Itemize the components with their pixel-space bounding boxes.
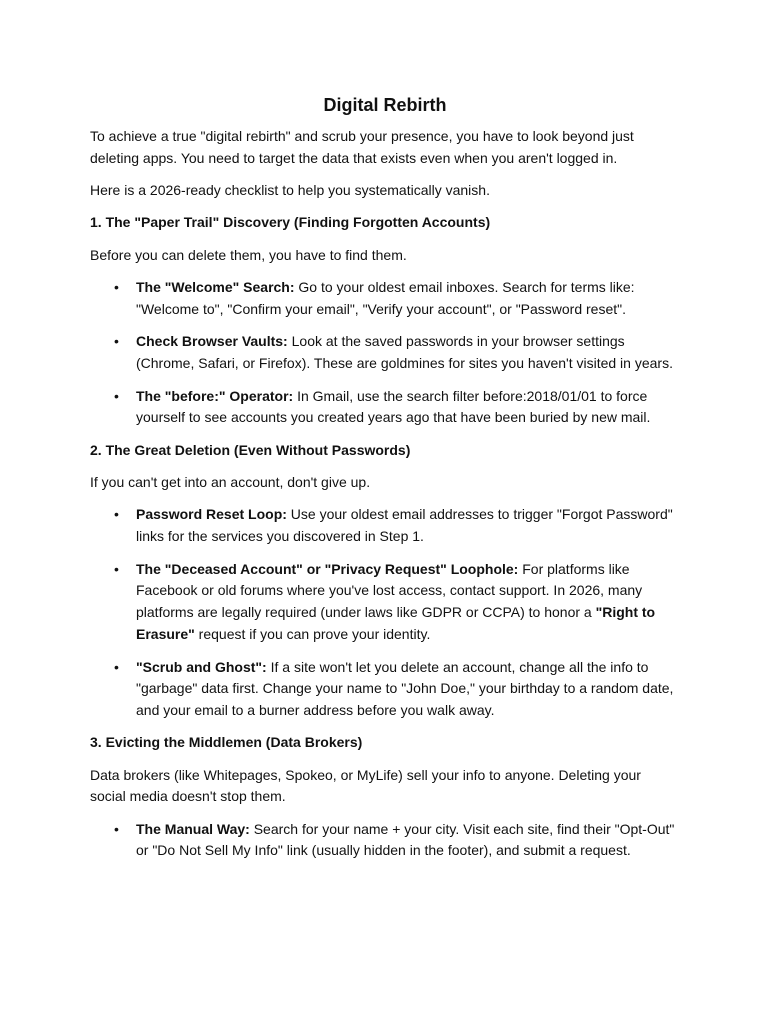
bullet-icon: •: [114, 278, 119, 295]
list-item: [114, 819, 680, 862]
bullet-icon: •: [114, 333, 119, 350]
bullet-list: [90, 504, 680, 721]
bullet-icon: •: [114, 658, 119, 675]
intro-paragraph: To achieve a true "digital rebirth" and scrub your presence, you have to look beyond just deleting apps. You need to target the data that exists even when you aren't logged in.: [90, 128, 634, 166]
section-lead: Before you can delete them, you have to find them.: [90, 246, 407, 263]
item-text: In Gmail, use the search filter before:2018/01/01 to force yourself to see accounts you created years ago that have been buried by new mail.: [136, 387, 651, 426]
item-text: Look at the saved passwords in your browser settings (Chrome, Safari, or Firefox). These are goldmines for sites you haven't visited in years.: [136, 333, 673, 371]
item-text: Use your oldest email addresses to trigger "Forgot Password" links for the services you discovered in Step 1.: [136, 506, 673, 544]
section-heading: 1. The "Paper Trail" Discovery (Finding Forgotten Accounts): [90, 214, 491, 231]
list-item: [114, 277, 680, 320]
list-item: [114, 504, 680, 547]
document-title: Digital Rebirth: [323, 95, 447, 115]
list-item: [114, 657, 680, 722]
section-lead: Data brokers (like Whitepages, Spokeo, or MyLife) sell your info to anyone. Deleting your social media doesn't stop them.: [90, 766, 641, 805]
list-item: [114, 559, 680, 646]
bullet-list: [90, 277, 680, 429]
intro-paragraph: Here is a 2026-ready checklist to help you systematically vanish.: [90, 182, 490, 198]
item-title: Password Reset Loop:: [136, 506, 287, 523]
item-text: request if you can prove your identity.: [194, 625, 431, 642]
item-text: Search for your name + your city. Visit each site, find their "Opt-Out" or "Do Not Sell My Info" link (usually hidden in the footer), and submit a request.: [136, 820, 675, 859]
document-page: [90, 92, 680, 873]
bullet-icon: •: [114, 820, 119, 837]
bullet-icon: •: [114, 387, 119, 404]
bullet-icon: •: [114, 560, 119, 577]
section-heading: 3. Evicting the Middlemen (Data Brokers): [90, 734, 363, 751]
list-item: [114, 331, 680, 374]
item-title: The "before:" Operator:: [136, 387, 294, 404]
bullet-list: [90, 819, 680, 862]
item-title: "Scrub and Ghost":: [136, 658, 267, 675]
bullet-icon: •: [114, 506, 119, 523]
list-item: [114, 386, 680, 429]
item-title: Check Browser Vaults:: [136, 333, 288, 350]
item-emphasis: "Right to Erasure": [136, 604, 656, 642]
item-title: The Manual Way:: [136, 820, 250, 837]
item-text: For platforms like Facebook or old forums where you've lost access, contact support. In 2026, many platforms are legally required (under laws like GDPR or CCPA) to honor a: [136, 560, 643, 621]
item-title: The "Welcome" Search:: [136, 278, 295, 295]
item-text: Go to your oldest email inboxes. Search for terms like: "Welcome to", "Confirm your email", "Verify your account", or "Password reset".: [136, 278, 635, 317]
item-title: The "Deceased Account" or "Privacy Request" Loophole:: [136, 560, 519, 577]
section-lead: If you can't get into an account, don't give up.: [90, 474, 371, 490]
section-heading: 2. The Great Deletion (Even Without Passwords): [90, 441, 411, 458]
item-text: If a site won't let you delete an account, change all the info to "garbage" data first. Change your name to "John Doe," your birthday to a random date, and your email to a burner address before you walk away.: [136, 658, 674, 718]
